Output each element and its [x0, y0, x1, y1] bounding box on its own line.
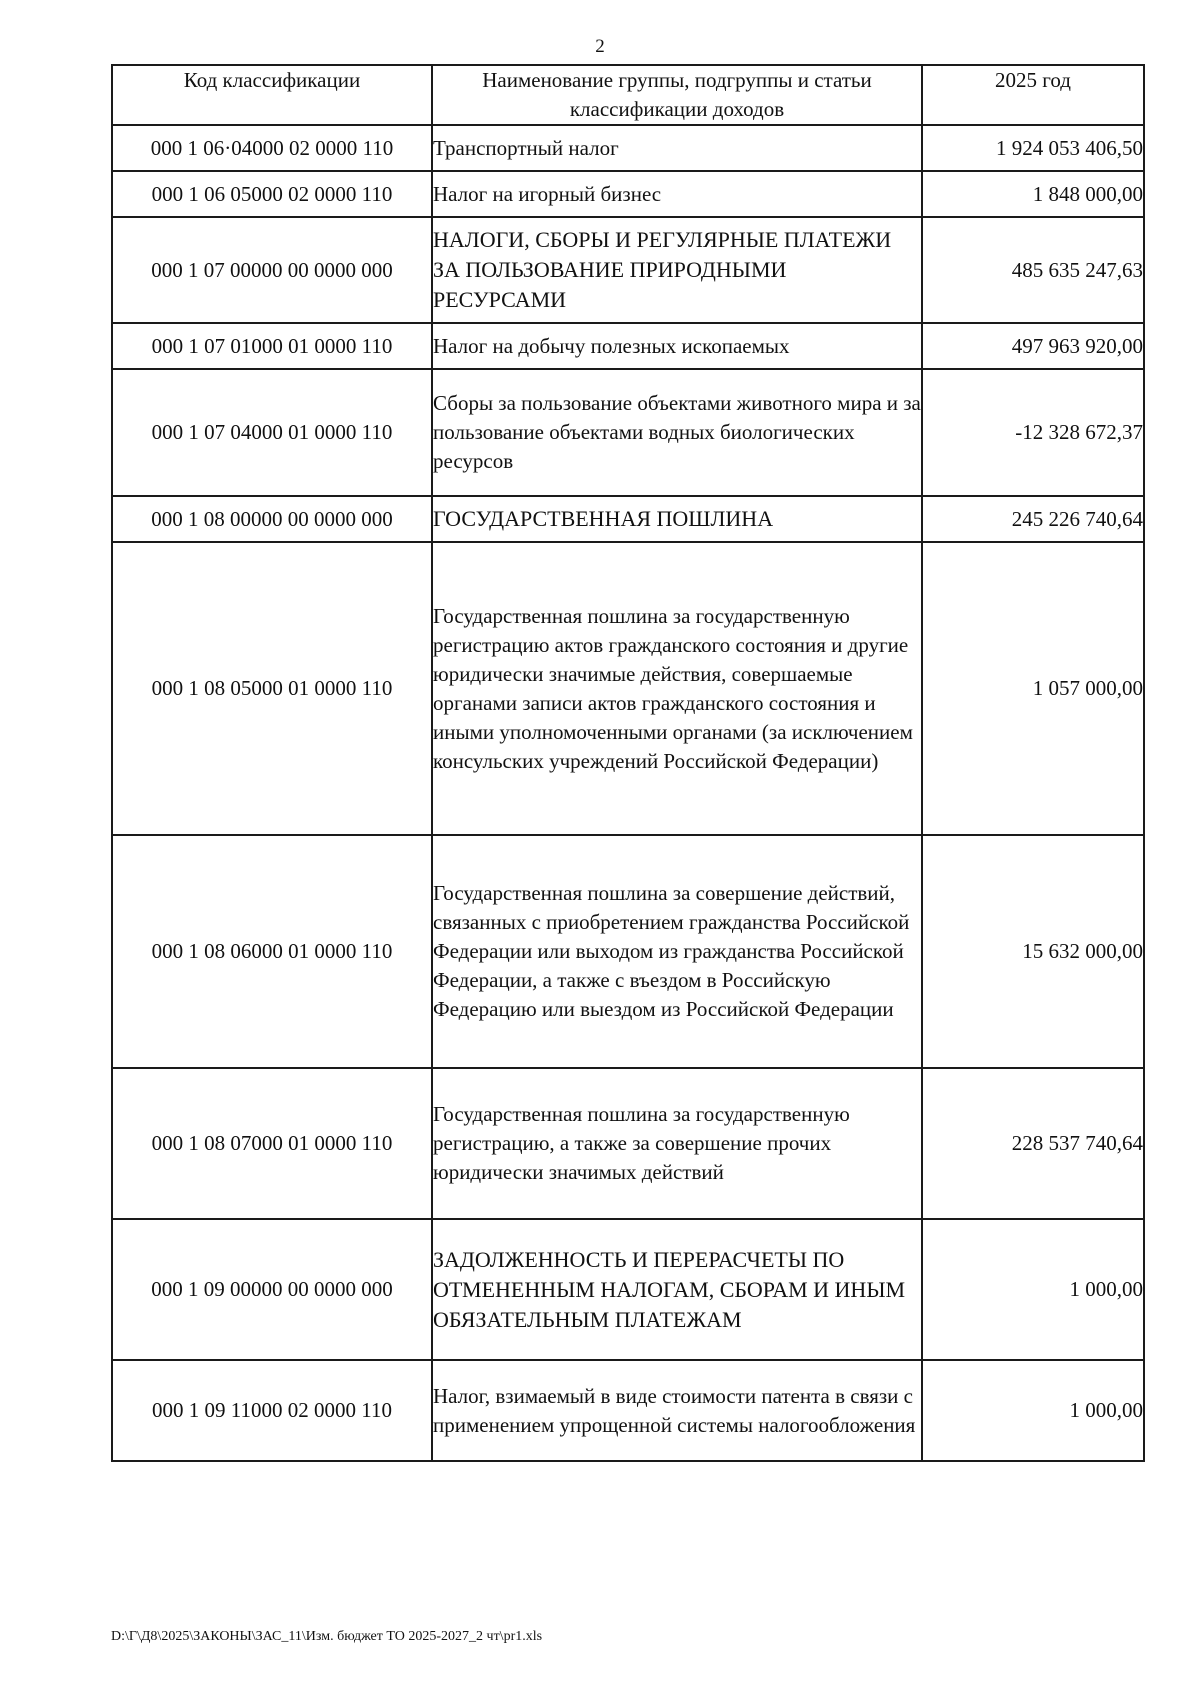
row-name: ЗАДОЛЖЕННОСТЬ И ПЕРЕРАСЧЕТЫ ПО ОТМЕНЕННЫМ НАЛОГАМ, СБОРАМ И ИНЫМ ОБЯЗАТЕЛЬНЫМ ПЛАТЕЖАМ: [432, 1219, 922, 1360]
row-value: 228 537 740,64: [922, 1068, 1144, 1219]
header-code: Код классификации: [112, 65, 432, 125]
row-name: Налог на добычу полезных ископаемых: [432, 323, 922, 369]
header-year: 2025 год: [922, 65, 1144, 125]
row-value: 15 632 000,00: [922, 835, 1144, 1068]
row-code: 000 1 08 06000 01 0000 110: [112, 835, 432, 1068]
table-header-row: [112, 65, 1144, 125]
row-value: 1 848 000,00: [922, 171, 1144, 217]
table-row: [112, 125, 1144, 171]
footer-file-path: D:\Г\Д8\2025\ЗАКОНЫ\ЗАС_11\Изм. бюджет ТО 2025-2027_2 чт\pr1.xls: [111, 1629, 543, 1644]
row-name: НАЛОГИ, СБОРЫ И РЕГУЛЯРНЫЕ ПЛАТЕЖИ ЗА ПОЛЬЗОВАНИЕ ПРИРОДНЫМИ РЕСУРСАМИ: [432, 217, 922, 323]
table-row: [112, 835, 1144, 1068]
table-row: [112, 542, 1144, 835]
row-code: 000 1 07 01000 01 0000 110: [112, 323, 432, 369]
row-code: 000 1 08 07000 01 0000 110: [112, 1068, 432, 1219]
row-value: 497 963 920,00: [922, 323, 1144, 369]
row-value: 1 057 000,00: [922, 542, 1144, 835]
row-name: Государственная пошлина за государственную регистрацию актов гражданского состояния и другие юридически значимые действия, совершаемые органами записи актов гражданского состояния и иными уполномоченными органами (за исключением консульских учреждений Российской Федерации): [432, 542, 922, 835]
table-row: [112, 1219, 1144, 1360]
table-row: [112, 1360, 1144, 1461]
row-code: 000 1 07 04000 01 0000 110: [112, 369, 432, 496]
page-number: 2: [595, 36, 605, 57]
row-code: 000 1 08 00000 00 0000 000: [112, 496, 432, 542]
row-value: 1 000,00: [922, 1360, 1144, 1461]
row-code: 000 1 09 00000 00 0000 000: [112, 1219, 432, 1360]
row-code: 000 1 06 05000 02 0000 110: [112, 171, 432, 217]
row-code: 000 1 06·04000 02 0000 110: [112, 125, 432, 171]
row-value: 1 000,00: [922, 1219, 1144, 1360]
table-row: [112, 369, 1144, 496]
row-code: 000 1 08 05000 01 0000 110: [112, 542, 432, 835]
row-name: Сборы за пользование объектами животного мира и за пользование объектами водных биологических ресурсов: [432, 369, 922, 496]
table-row: [112, 496, 1144, 542]
row-name: Государственная пошлина за совершение действий, связанных с приобретением гражданства Российской Федерации или выходом из гражданства Российской Федерации, а также с въездом в Российскую Федерацию или выездом из Российской Федерации: [432, 835, 922, 1068]
row-value: -12 328 672,37: [922, 369, 1144, 496]
table-row: [112, 1068, 1144, 1219]
table-row: [112, 171, 1144, 217]
row-value: 485 635 247,63: [922, 217, 1144, 323]
row-value: 245 226 740,64: [922, 496, 1144, 542]
row-name: Налог на игорный бизнес: [432, 171, 922, 217]
table-row: [112, 217, 1144, 323]
row-name: Налог, взимаемый в виде стоимости патента в связи с применением упрощенной системы налогообложения: [432, 1360, 922, 1461]
row-name: Государственная пошлина за государственную регистрацию, а также за совершение прочих юридически значимых действий: [432, 1068, 922, 1219]
row-value: 1 924 053 406,50: [922, 125, 1144, 171]
row-name: Транспортный налог: [432, 125, 922, 171]
revenue-table: [111, 64, 1145, 1462]
table-row: [112, 323, 1144, 369]
row-code: 000 1 07 00000 00 0000 000: [112, 217, 432, 323]
header-name: Наименование группы, подгруппы и статьи классификации доходов: [432, 65, 922, 125]
row-name: ГОСУДАРСТВЕННАЯ ПОШЛИНА: [432, 496, 922, 542]
row-code: 000 1 09 11000 02 0000 110: [112, 1360, 432, 1461]
